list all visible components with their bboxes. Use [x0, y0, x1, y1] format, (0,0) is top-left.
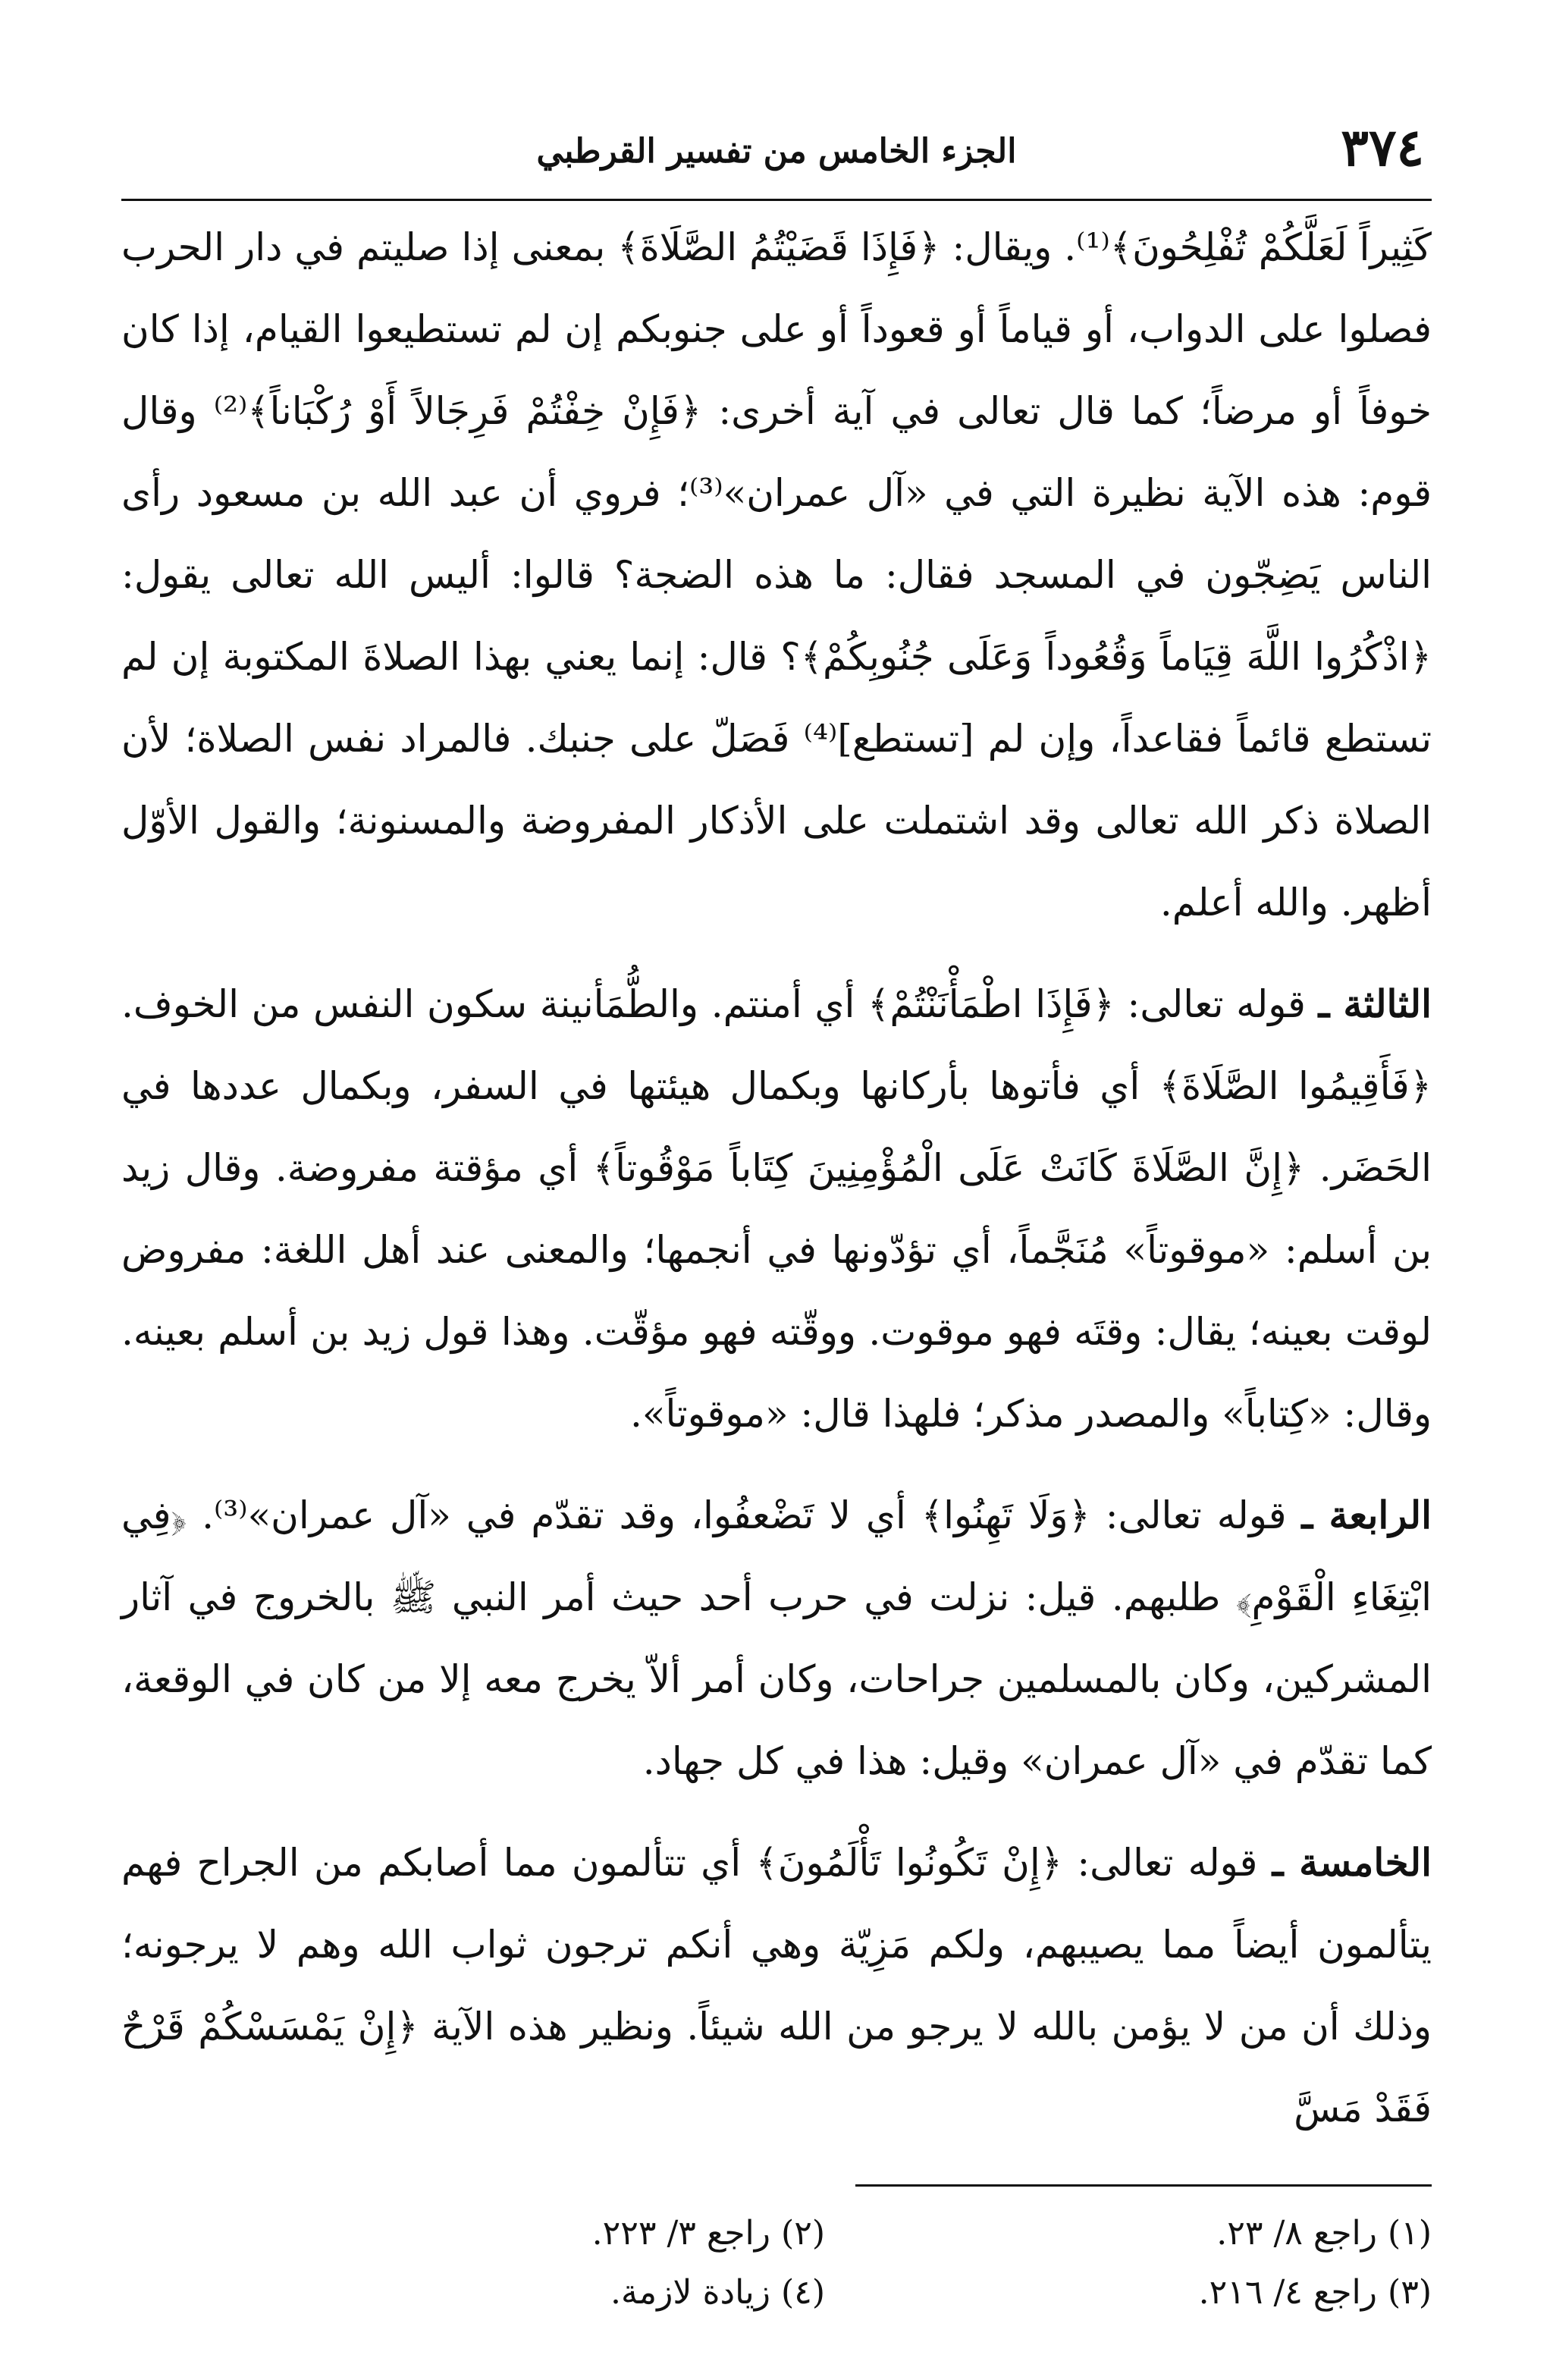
page-header — [129, 114, 1424, 197]
page-number: ٣٧٤ — [1341, 118, 1424, 178]
footnote-number: (١) — [1388, 2214, 1432, 2253]
footnote-row — [97, 2204, 1432, 2263]
header-rule — [121, 199, 1432, 201]
footnote-number: (٣) — [1388, 2273, 1432, 2312]
paragraph-text: قوله تعالى: ﴿إِنْ تَكُونُوا تَأْلَمُونَ﴾ أي تتألمون مما أصابكم من الجراح فهم يتألمون أيضاً مما يصيبهم، ولكم مَزِيّة وهي أنكم ترجون ثواب الله وهم لا يرجونه؛ وذلك أن من لا يؤمن بالله لا يرجو من الله شيئاً. ونظير هذه الآية ﴿إِنْ يَمْسَسْكُمْ قَرْحٌ فَقَدْ مَسَّ — [121, 1841, 1432, 2130]
footnote-item — [825, 2263, 1432, 2322]
paragraph-text: قوله تعالى: ﴿فَإِذَا اطْمَأْنَنْتُمْ﴾ أي أمنتم. والطُّمَأنينة سكون النفس من الخوف. ﴿فَأَقِيمُوا الصَّلَاةَ﴾ أي فأتوها بأركانها وبكمال هيئتها في السفر، وبكمال عددها في الحَضَر. ﴿إِنَّ الصَّلَاةَ كَانَتْ عَلَى الْمُؤْمِنِينَ كِتَاباً مَوْقُوتاً﴾ أي مؤقتة مفروضة. وقال زيد بن أسلم: «موقوتاً» مُنَجَّماً، أي تؤدّونها في أنجمها؛ والمعنى عند أهل اللغة: مفروض لوقت بعينه؛ يقال: وقتَه فهو موقوت. ووقّته فهو مؤقّت. وهذا قول زيد بن أسلم بعينه. وقال: «كِتاباً» والمصدر مذكر؛ فلهذا قال: «موقوتاً». — [121, 982, 1432, 1436]
paragraph-text: قوله تعالى: ﴿وَلَا تَهِنُوا﴾ أي لا تَضْعفُوا، وقد تقدّم في «آل عمران»⁽³⁾. ﴿فِي ابْتِغَاءِ الْقَوْمِ﴾ طلبهم. قيل: نزلت في حرب أحد حيث أمر النبي ﷺ بالخروج في آثار المشركين، وكان بالمسلمين جراحات، وكان أمر ألاّ يخرج معه إلا من كان في الوقعة، كما تقدّم في «آل عمران» وقيل: هذا في كل جهاد. — [121, 1493, 1432, 1783]
section-label: الخامسة ـ — [1272, 1840, 1432, 1885]
footnote-item — [825, 2204, 1432, 2263]
footnote-text: راجع ٣/ ٢٢٣. — [591, 2214, 771, 2253]
paragraph-continuation — [121, 206, 1432, 944]
running-title: الجزء الخامس من تفسير القرطبي — [536, 132, 1017, 171]
footnote-number: (٢) — [781, 2214, 825, 2253]
footnote-number: (٤) — [781, 2273, 825, 2312]
footnote-text: زيادة لازمة. — [610, 2273, 771, 2312]
paragraph-fifth — [121, 1822, 1432, 2149]
footnotes — [97, 2204, 1432, 2322]
footnote-rule — [855, 2184, 1432, 2187]
footnote-row — [97, 2263, 1432, 2322]
footnote-text: راجع ٨/ ٢٣. — [1216, 2214, 1378, 2253]
section-label: الثالثة ـ — [1318, 981, 1432, 1026]
paragraph-third — [121, 963, 1432, 1455]
footnote-item — [218, 2263, 825, 2322]
section-label: الرابعة ـ — [1301, 1493, 1432, 1537]
footnote-item — [218, 2204, 825, 2263]
paragraph-fourth — [121, 1474, 1432, 1802]
paragraph-text: كَثِيراً لَعَلَّكُمْ تُفْلِحُونَ﴾⁽¹⁾. ويقال: ﴿فَإِذَا قَضَيْتُمُ الصَّلَاةَ﴾ بمعنى إذا صليتم في دار الحرب فصلوا على الدواب، أو قياماً أو قعوداً أو على جنوبكم إن لم تستطيعوا القيام، إذا كان خوفاً أو مرضاً؛ كما قال تعالى في آية أخرى: ﴿فَإِنْ خِفْتُمْ فَرِجَالاً أَوْ رُكْبَاناً﴾⁽²⁾ وقال قوم: هذه الآية نظيرة التي في «آل عمران»⁽³⁾؛ فروي أن عبد الله بن مسعود رأى الناس يَضِجّون في المسجد فقال: ما هذه الضجة؟ قالوا: أليس الله تعالى يقول: ﴿اذْكُرُوا اللَّهَ قِيَاماً وَقُعُوداً وَعَلَى جُنُوبِكُمْ﴾؟ قال: إنما يعني بهذا الصلاةَ المكتوبة إن لم تستطع قائماً فقاعداً، وإن لم [تستطع]⁽⁴⁾ فَصَلّ على جنبك. فالمراد نفس الصلاة؛ لأن الصلاة ذكر الله تعالى وقد اشتملت على الأذكار المفروضة والمسنونة؛ والقول الأوّل أظهر. والله أعلم. — [121, 225, 1432, 925]
main-text — [121, 206, 1432, 2149]
footnote-text: راجع ٤/ ٢١٦. — [1198, 2273, 1378, 2312]
